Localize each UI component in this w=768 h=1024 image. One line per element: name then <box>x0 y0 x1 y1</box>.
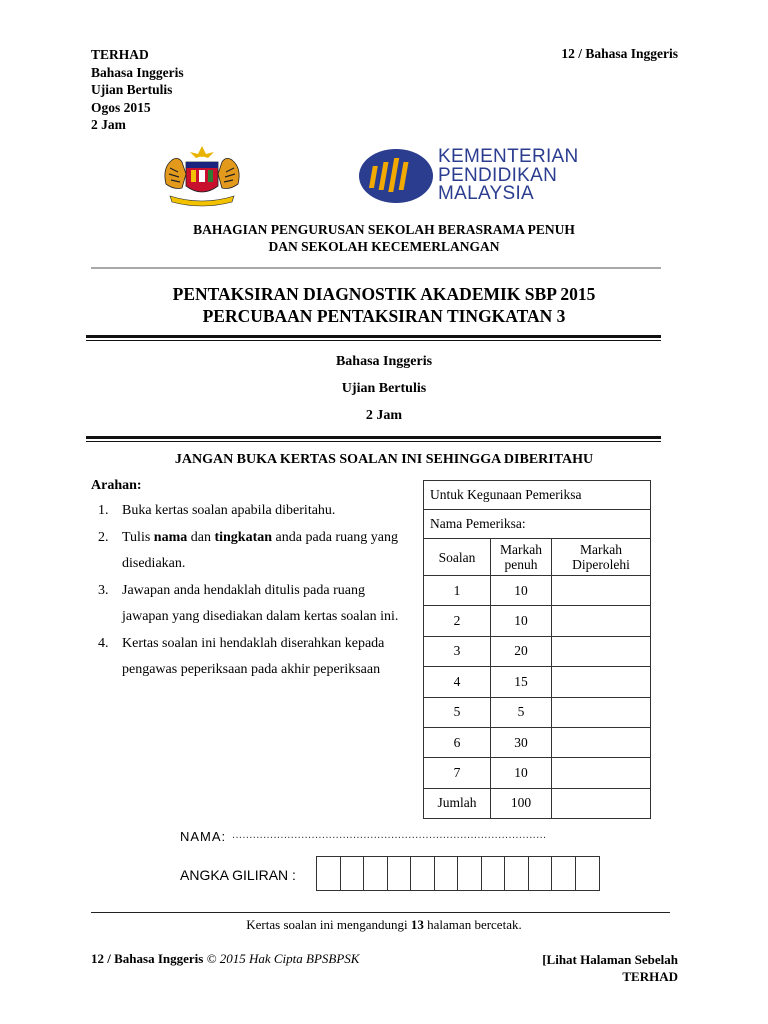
table-row-total <box>424 788 651 818</box>
total-full-marks: 100 <box>491 788 552 818</box>
total-label: Jumlah <box>424 788 491 818</box>
footer-classification: TERHAD <box>622 969 678 984</box>
full-marks: 10 <box>491 576 552 606</box>
full-marks: 10 <box>491 758 552 788</box>
instructions-title: Arahan: <box>91 478 142 493</box>
ministry-name-line2: PENDIDIKAN <box>438 164 558 186</box>
header-page-code: 12 / Bahasa Inggeris <box>561 46 678 61</box>
full-marks: 30 <box>491 727 552 757</box>
footer-copyright-text: © 2015 Hak Cipta BPSBPSK <box>203 951 360 966</box>
exam-title-line1: PENTAKSIRAN DIAGNOSTIK AKADEMIK SBP 2015 <box>172 284 596 304</box>
question-number: 6 <box>424 727 491 757</box>
question-number: 4 <box>424 667 491 697</box>
index-digit-box[interactable] <box>552 857 576 890</box>
instruction-text <box>122 578 408 631</box>
column-header-question: Soalan <box>424 539 491 576</box>
paper-duration: 2 Jam <box>365 408 403 423</box>
divider <box>86 335 661 338</box>
question-number: 3 <box>424 636 491 666</box>
table-row <box>424 636 651 666</box>
divider <box>86 340 661 341</box>
instruction-text-part: Buka kertas soalan apabila diberitahu. <box>122 503 336 518</box>
table-row <box>424 606 651 636</box>
table-row <box>424 576 651 606</box>
instruction-text <box>122 631 408 684</box>
full-marks: 20 <box>491 636 552 666</box>
marks-obtained-cell[interactable] <box>552 727 651 757</box>
index-digit-box[interactable] <box>364 857 388 890</box>
exam-title <box>0 283 768 327</box>
instruction-text <box>122 498 408 525</box>
header-block <box>91 46 184 134</box>
footer-page-code: 12 / Bahasa Inggeris <box>91 951 204 966</box>
marks-obtained-cell[interactable] <box>552 697 651 727</box>
index-number-boxes[interactable] <box>316 856 600 891</box>
warning-notice: JANGAN BUKA KERTAS SOALAN INI SEHINGGA DIBERITAHU <box>174 452 594 467</box>
full-marks: 10 <box>491 606 552 636</box>
department-line2: DAN SEKOLAH KECEMERLANGAN <box>268 239 500 254</box>
examiner-table-title: Untuk Kegunaan Pemeriksa <box>424 481 651 510</box>
page-count-note <box>0 917 768 933</box>
index-digit-box[interactable] <box>317 857 341 890</box>
index-number-label: ANGKA GILIRAN : <box>180 867 296 883</box>
footer-right <box>542 951 678 985</box>
page-count-text: Kertas soalan ini mengandungi <box>246 917 411 932</box>
table-row <box>424 667 651 697</box>
header-classification: TERHAD <box>91 47 149 62</box>
department-name <box>0 221 768 255</box>
instruction-item <box>98 498 408 525</box>
marks-obtained-cell[interactable] <box>552 576 651 606</box>
footer-copyright <box>91 951 359 967</box>
instruction-text-part: Tulis <box>122 529 154 545</box>
divider <box>91 912 670 913</box>
instruction-emphasis: nama <box>153 529 188 545</box>
instruction-item <box>98 631 408 684</box>
examiner-name-field[interactable]: Nama Pemeriksa: <box>424 510 651 539</box>
header-subject: Bahasa Inggeris <box>91 64 184 80</box>
header-duration: 2 Jam <box>91 117 126 132</box>
ministry-name <box>438 148 579 204</box>
instruction-text-part: Kertas soalan ini hendaklah diserahkan kepada pengawas peperiksaan pada akhir peperiksaan <box>122 635 385 677</box>
instruction-number: 1. <box>98 503 109 518</box>
instruction-text-part: Jawapan anda hendaklah ditulis pada ruang jawapan yang disediakan dalam kertas soalan ini. <box>122 582 399 624</box>
index-digit-box[interactable] <box>341 857 365 890</box>
instruction-text <box>122 525 408 578</box>
marks-obtained-cell[interactable] <box>552 758 651 788</box>
index-digit-box[interactable] <box>482 857 506 890</box>
question-number: 7 <box>424 758 491 788</box>
column-header-full-marks: Markah penuh <box>491 539 552 576</box>
table-row <box>424 697 651 727</box>
total-marks-obtained-cell[interactable] <box>552 788 651 818</box>
index-digit-box[interactable] <box>576 857 600 890</box>
table-row <box>424 727 651 757</box>
paper-name: Ujian Bertulis <box>341 381 427 396</box>
column-header-marks-obtained: Markah Diperolehi <box>552 539 651 576</box>
instruction-text-part: dan <box>187 529 215 545</box>
table-row <box>424 758 651 788</box>
name-label: NAMA: <box>180 829 227 844</box>
index-digit-box[interactable] <box>505 857 529 890</box>
question-number: 2 <box>424 606 491 636</box>
instruction-text-part: anda pada ruang yang disediakan. <box>122 529 398 571</box>
examiner-table <box>423 480 651 819</box>
subject-name: Bahasa Inggeris <box>335 354 433 369</box>
header-date: Ogos 2015 <box>91 99 151 115</box>
instruction-item <box>98 578 408 631</box>
instruction-item <box>98 525 408 578</box>
instruction-emphasis: tingkatan <box>214 529 273 545</box>
department-line1: BAHAGIAN PENGURUSAN SEKOLAH BERASRAMA PENUH <box>193 222 575 237</box>
instruction-number: 3. <box>98 582 109 598</box>
divider <box>86 441 661 442</box>
index-digit-box[interactable] <box>435 857 459 890</box>
index-digit-box[interactable] <box>458 857 482 890</box>
index-digit-box[interactable] <box>529 857 553 890</box>
page-count-text: halaman bercetak. <box>423 917 522 932</box>
question-number: 1 <box>424 576 491 606</box>
instructions-list <box>98 498 408 684</box>
marks-obtained-cell[interactable] <box>552 636 651 666</box>
divider <box>86 436 661 439</box>
index-digit-box[interactable] <box>411 857 435 890</box>
name-field[interactable]: ........................................................................................... <box>232 829 547 841</box>
exam-title-line2: PERCUBAAN PENTAKSIRAN TINGKATAN 3 <box>202 306 566 326</box>
instruction-number: 4. <box>98 635 109 651</box>
ministry-name-line3: MALAYSIA <box>438 183 535 204</box>
question-number: 5 <box>424 697 491 727</box>
ministry-name-line1: KEMENTERIAN <box>438 146 579 167</box>
header-paper: Ujian Bertulis <box>91 82 173 97</box>
index-digit-box[interactable] <box>388 857 412 890</box>
divider <box>91 267 661 269</box>
page-count-number: 13 <box>410 917 424 932</box>
coat-of-arms-logo <box>152 144 252 208</box>
ministry-logo-icon <box>358 148 434 204</box>
full-marks: 15 <box>491 667 552 697</box>
next-page-notice: [Lihat Halaman Sebelah <box>542 952 678 967</box>
instruction-number: 2. <box>98 529 109 545</box>
marks-obtained-cell[interactable] <box>552 606 651 636</box>
marks-obtained-cell[interactable] <box>552 667 651 697</box>
full-marks: 5 <box>491 697 552 727</box>
